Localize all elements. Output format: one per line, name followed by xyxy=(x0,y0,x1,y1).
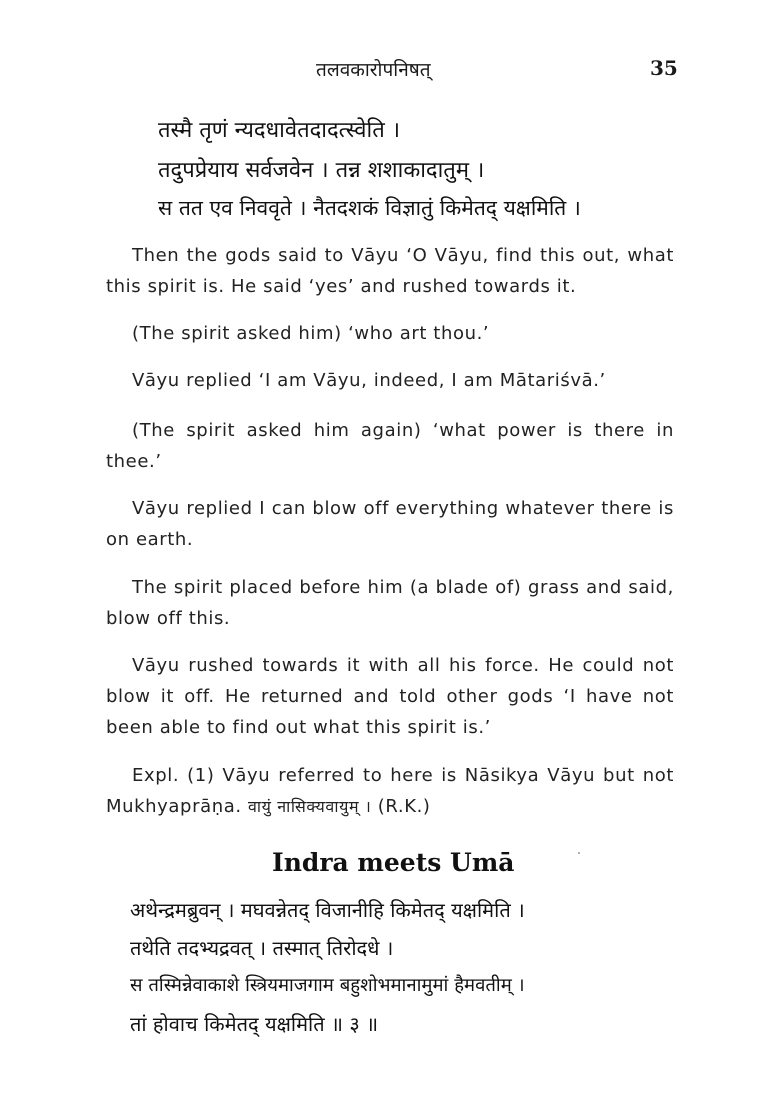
running-header xyxy=(0,56,780,86)
verse-2-line-4: तां होवाच किमेतद् यक्षमिति ॥ ३ ॥ xyxy=(130,1012,379,1036)
section-heading: Indra meets Umā xyxy=(272,848,515,877)
verse-1-line-3: स तत एव निववृते । नैतदशकं विज्ञातुं किमेतद् यक्षमिति । xyxy=(158,196,581,220)
paragraph-4: (The spirit asked him again) ‘what power is there in thee.’ xyxy=(106,420,674,472)
print-speck xyxy=(578,852,580,854)
page-number: 35 xyxy=(650,56,678,80)
verse-2-line-3: स तस्मिन्नेवाकाशे स्त्रियमाजगाम बहुशोभमानामुमां हैमवतीम् । xyxy=(130,975,525,996)
paragraph-2: (The spirit asked him) ‘who art thou.’ xyxy=(132,323,490,344)
paragraph-1: Then the gods said to Vāyu ‘O Vāyu, find this out, what this spirit is. He said ‘yes’ and rushed towards it. xyxy=(106,245,674,297)
explanation-sanskrit: वायुं नासिक्यवायुम् । xyxy=(248,797,372,816)
verse-1-line-2: तदुपप्रेयाय सर्वजवेन । तन्न शशाकादातुम् । xyxy=(158,158,485,183)
explanation-text: Expl. (1) Vāyu referred to here is Nāsikya Vāyu but not Mukhyaprāṇa. xyxy=(106,765,674,817)
paragraph-3: Vāyu replied ‘I am Vāyu, indeed, I am Mātariśvā.’ xyxy=(132,370,606,391)
verse-2-line-2: तथेति तदभ्यद्रवत् । तस्मात् तिरोदधे । xyxy=(130,936,394,960)
verse-2-line-1: अथेन्द्रमब्रुवन् । मघवन्नेतद् विजानीहि किमेतद् यक्षमिति । xyxy=(130,898,525,922)
explanation-note xyxy=(106,760,674,822)
paragraph-6: The spirit placed before him (a blade of) grass and said, blow off this. xyxy=(106,577,674,629)
explanation-source: (R.K.) xyxy=(377,796,431,817)
running-title: तलवकारोपनिषत् xyxy=(316,59,431,81)
paragraph-7: Vāyu rushed towards it with all his force. He could not blow it off. He returned and told other gods ‘I have not been able to find out what this spirit is.’ xyxy=(106,655,674,738)
paragraph-5: Vāyu replied I can blow off everything whatever there is on earth. xyxy=(106,498,674,550)
verse-1-line-1: तस्मै तृणं न्यदधावेतदादत्स्वेति । xyxy=(158,118,401,143)
